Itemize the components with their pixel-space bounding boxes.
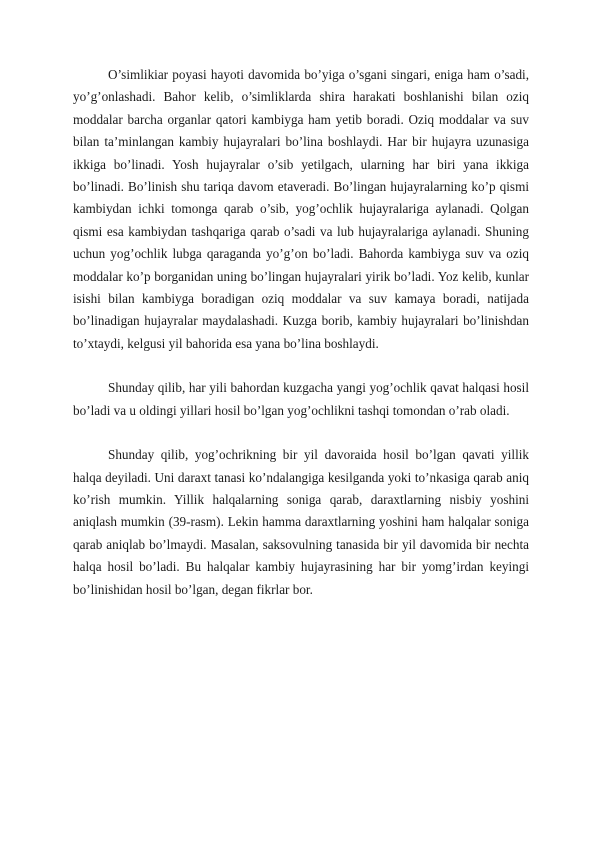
paragraph-1: O’simlikiar poyasi hayoti davomida bo’yiga o’sgani singari, eniga ham o’sadi, yo’g’onlashadi. Bahor kelib, o’simliklarda shira harakati boshlanishi bilan oziq moddalar barcha organlar qatori kambiyga ham yetib boradi. Oziq moddalar va suv bilan ta’minlangan kambiy hujayralari bo’lina boshlaydi. Har bir hujayra uzunasiga ikkiga bo’linadi. Yosh hujayralar o’sib yetilgach, ularning har biri yana ikkiga bo’linadi. Bo’linish shu tariqa davom etaveradi. Bo’lingan hujayralarning ko’p qismi kambiydan ichki tomonga qarab o’sib, yog’ochlik hujayralariga aylanadi. Qolgan qismi esa kambiydan tashqariga qarab o’sadi va lub hujayralariga aylanadi. Shuning uchun yog’ochlik lubga qaraganda yo’g’on bo’ladi. Bahorda kambiyga suv va oziq moddalar ko’p borganidan uning bo’lingan hujayralari yirik bo’ladi. Yoz kelib, kunlar isishi bilan kambiyga boradigan oziq moddalar va suv kamaya boradi, natijada bo’linadigan hujayralar maydalashadi. Kuzga borib, kambiy hujayralari bo’linishdan to’xtaydi, kelgusi yil bahorida esa yana bo’lina boshlaydi.	[73, 67, 529, 351]
paragraph-2: Shunday qilib, har yili bahordan kuzgacha yangi yog’ochlik qavat halqasi hosil bo’ladi va u oldingi yillari hosil bo’lgan yog’ochlikni tashqi tomondan o’rab oladi.	[73, 380, 529, 418]
paragraph-3: Shunday qilib, yog’ochrikning bir yil davoraida hosil bo’lgan qavati yillik halqa deyiladi. Uni daraxt tanasi ko’ndalangiga kesilganda yoki to’nkasiga qarab aniq ko’rish mumkin. Yillik halqalarning soniga qarab, daraxtlarning nisbiy yoshini aniqlash mumkin (39-rasm). Lekin hamma daraxtlarning yoshini ham halqalar soniga qarab aniqlab bo’lmaydi. Masalan, saksovulning tanasida bir yil davomida bir nechta halqa hosil bo’ladi. Bu halqalar kambiy hujayrasining har bir yomg’irdan keyingi bo’linishidan hosil bo’lgan, degan fikrlar bor.	[73, 447, 529, 597]
document-page	[73, 64, 529, 601]
